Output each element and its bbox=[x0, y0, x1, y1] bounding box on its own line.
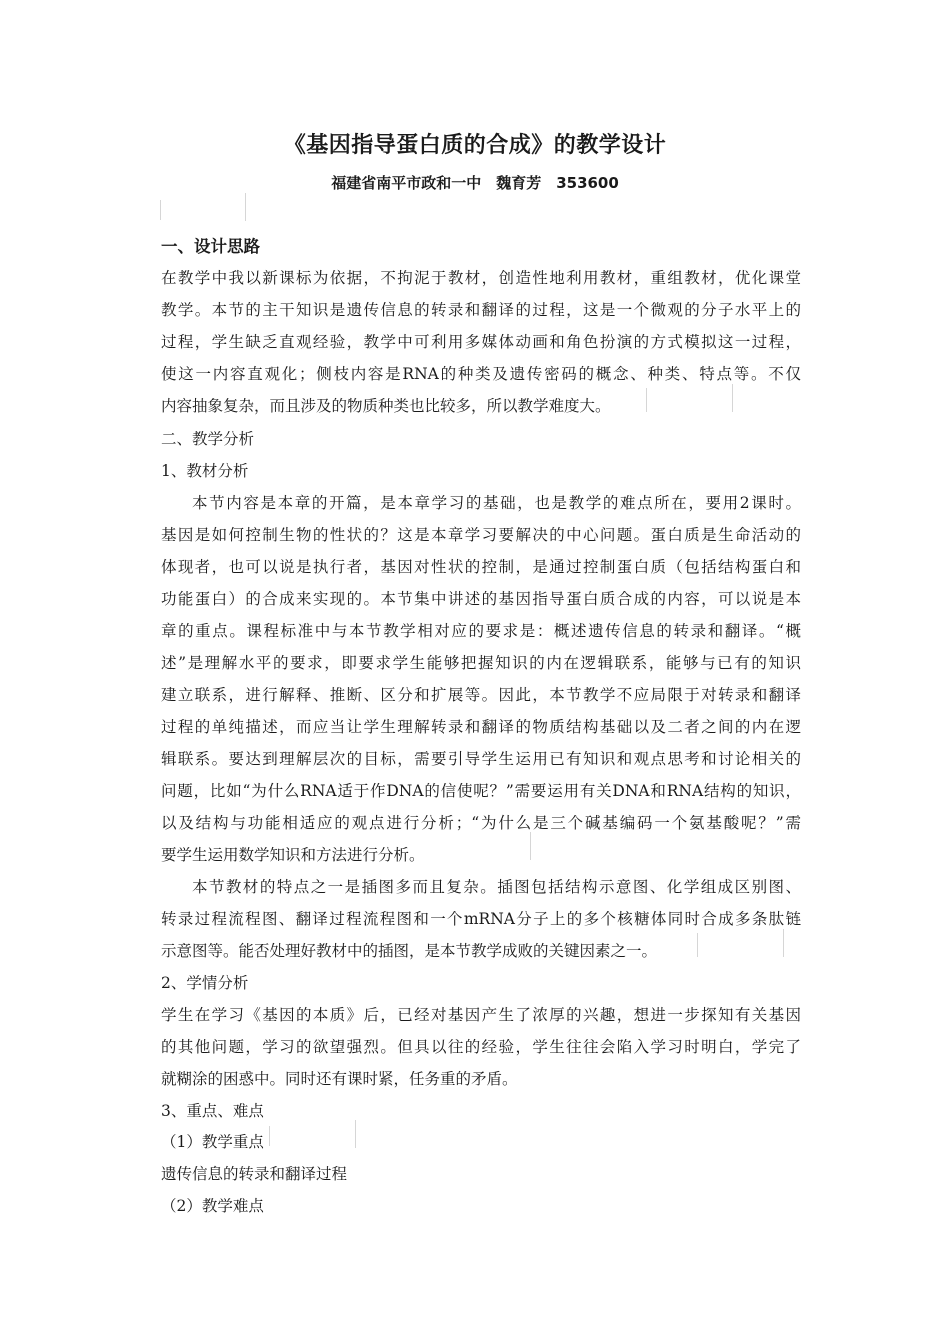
edit-mark bbox=[530, 832, 531, 860]
paragraph-line: 以及结构与功能相适应的观点进行分析；“为什么是三个碱基编码一个氨基酸呢？”需 bbox=[161, 814, 801, 832]
paragraph-line: 学生在学习《基因的本质》后，已经对基因产生了浓厚的兴趣，想进一步探知有关基因 bbox=[161, 1006, 801, 1024]
subsection-heading-keypoints: 3、重点、难点 bbox=[161, 1102, 264, 1120]
paragraph-line: 教学。本节的主干知识是遗传信息的转录和翻译的过程，这是一个微观的分子水平上的 bbox=[161, 301, 801, 319]
point-text-focus: 遗传信息的转录和翻译过程 bbox=[161, 1165, 348, 1183]
paragraph-line: 使这一内容直观化；侧枝内容是RNA的种类及遗传密码的概念、种类、特点等。不仅 bbox=[161, 365, 801, 383]
edit-mark bbox=[160, 200, 161, 220]
paragraph-line: 本节教材的特点之一是插图多而且复杂。插图包括结构示意图、化学组成区别图、 bbox=[192, 878, 801, 896]
paragraph-line: 基因是如何控制生物的性状的？这是本章学习要解决的中心问题。蛋白质是生命活动的 bbox=[161, 526, 801, 544]
paragraph-line: 过程的单纯描述，而应当让学生理解转录和翻译的物质结构基础以及二者之间的内在逻 bbox=[161, 718, 801, 736]
paragraph-line: 建立联系，进行解释、推断、区分和扩展等。因此，本节教学不应局限于对转录和翻译 bbox=[161, 686, 801, 704]
edit-mark bbox=[355, 1120, 356, 1148]
edit-mark bbox=[732, 384, 733, 412]
paragraph-line: 功能蛋白）的合成来实现的。本节集中讲述的基因指导蛋白质合成的内容，可以说是本 bbox=[161, 590, 801, 608]
paragraph-line: 就糊涂的困惑中。同时还有课时紧，任务重的矛盾。 bbox=[161, 1070, 518, 1088]
section-heading-analysis: 二、教学分析 bbox=[161, 430, 255, 448]
paragraph-line: 转录过程流程图、翻译过程流程图和一个mRNA分子上的多个核糖体同时合成多条肽链 bbox=[161, 910, 801, 928]
edit-mark bbox=[697, 933, 698, 957]
paragraph-line: 过程，学生缺乏直观经验，教学中可利用多媒体动画和角色扮演的方式模拟这一过程， bbox=[161, 333, 801, 351]
paragraph-line: 本节内容是本章的开篇，是本章学习的基础，也是教学的难点所在，要用2课时。 bbox=[192, 494, 801, 512]
paragraph-line: 辑联系。要达到理解层次的目标，需要引导学生运用已有知识和观点思考和讨论相关的 bbox=[161, 750, 801, 768]
paragraph-line: 的其他问题，学习的欲望强烈。但具以往的经验，学生往往会陷入学习时明白，学完了 bbox=[161, 1038, 801, 1056]
author-line: 福建省南平市政和一中 魏育芳 353600 bbox=[331, 174, 619, 192]
document-title: 《基因指导蛋白质的合成》的教学设计 bbox=[283, 133, 667, 158]
edit-mark bbox=[783, 929, 784, 957]
edit-mark bbox=[269, 1126, 270, 1146]
edit-mark bbox=[646, 388, 647, 412]
paragraph-line: 问题，比如“为什么RNA适于作DNA的信使呢？”需要运用有关DNA和RNA结构的知识， bbox=[161, 782, 801, 800]
subsection-heading-textbook: 1、教材分析 bbox=[161, 462, 249, 480]
paragraph-line: 在教学中我以新课标为依据，不拘泥于教材，创造性地利用教材，重组教材，优化课堂 bbox=[161, 269, 801, 287]
paragraph-line: 示意图等。能否处理好教材中的插图，是本节教学成败的关键因素之一。 bbox=[161, 942, 658, 960]
paragraph-line: 内容抽象复杂，而且涉及的物质种类也比较多，所以教学难度大。 bbox=[161, 397, 611, 415]
edit-mark bbox=[245, 193, 246, 221]
section-heading-design: 一、设计思路 bbox=[161, 237, 260, 256]
paragraph-line: 章的重点。课程标准中与本节教学相对应的要求是：概述遗传信息的转录和翻译。“概 bbox=[161, 622, 801, 640]
paragraph-line: 体现者，也可以说是执行者，基因对性状的控制，是通过控制蛋白质（包括结构蛋白和 bbox=[161, 558, 801, 576]
paragraph-line: 述”是理解水平的要求，即要求学生能够把握知识的内在逻辑联系，能够与已有的知识 bbox=[161, 654, 801, 672]
point-heading-difficulty: （2）教学难点 bbox=[161, 1197, 264, 1215]
subsection-heading-students: 2、学情分析 bbox=[161, 974, 249, 992]
paragraph-line: 要学生运用数学知识和方法进行分析。 bbox=[161, 846, 425, 864]
point-heading-focus: （1）教学重点 bbox=[161, 1133, 264, 1151]
